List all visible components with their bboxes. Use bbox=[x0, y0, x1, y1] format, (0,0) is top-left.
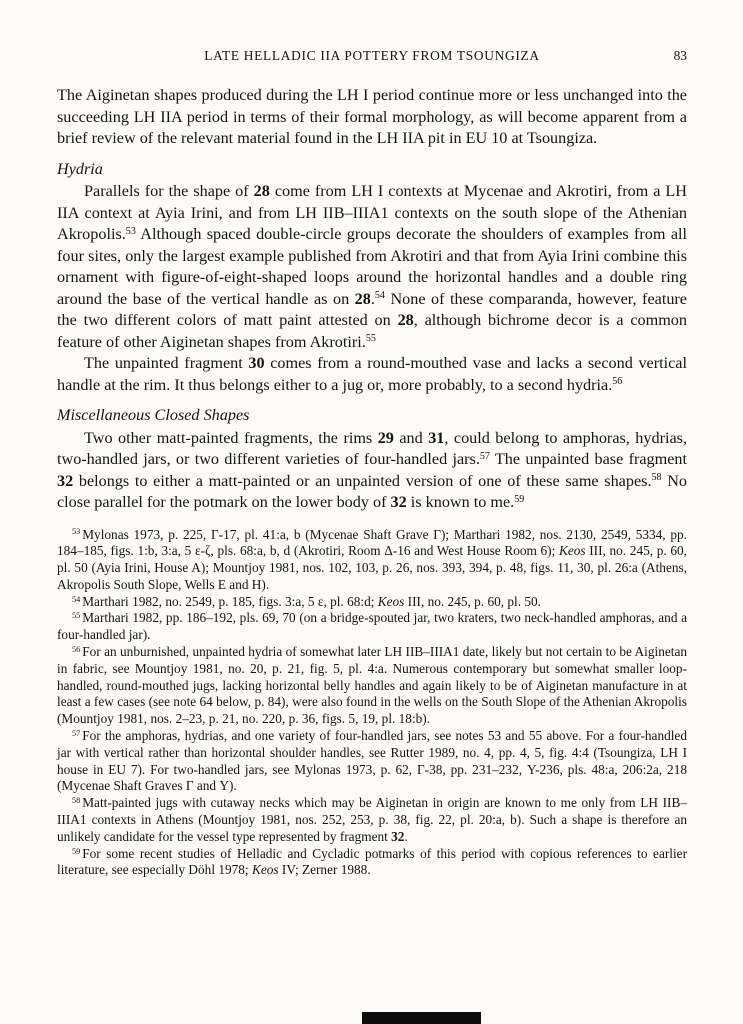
footnote-57: $^{57}$ For the amphoras, hydrias, and one variety of four-handled jars, see notes 53 and 55 above. For a four-handled jar with vertical rather than horizontal shoulder handles, see Rutter 1989, no. 4, pp. 4, 5, fig. 4:4 (Tsoungiza, LH I house in EU 7). For two-handled jars, see Mylonas 1973, p. 62, Γ-38, pp. 231–232, Υ-236, pls. 48:a, 206:2a, 218 (Mycenae Shaft Graves Γ and Υ). bbox=[57, 728, 687, 794]
footnotes-section bbox=[57, 527, 687, 880]
section-heading-miscellaneous-closed-shapes: Miscellaneous Closed Shapes bbox=[57, 406, 250, 424]
section-heading-hydria: Hydria bbox=[57, 159, 103, 178]
hydria-paragraph-1: Parallels for the shape of 28 come from LH I contexts at Mycenae and Akrotiri, from a LH IIA context at Ayia Irini, and from LH IIB–IIIA1 contexts on the south slope of the Athenian Akropolis.$^{53}$ Although spaced double-circle groups decorate the shoulders of examples from all four sites, only the largest example published from Akrotiri and that from Ayia Irini combine this ornament with figure-of-eight-shaped loops around the horizontal handles and a double ring around the base of the vertical handle as on 28.54 None of these comparanda, however, feature the two different colors of matt paint attested on 28, although bichrome decor is a common feature of other Aiginetan shapes from Akrotiri.$^{55}$ bbox=[57, 182, 687, 351]
footnote-56: $^{56}$ For an unburnished, unpainted hydria of somewhat later LH IIB–IIIA1 date, likely but not certain to be Aiginetan in fabric, see Mountjoy 1981, no. 20, p. 21, fig. 5, pl. 4:a. Numerous contemporary but somewhat smaller loop-handled, round-mouthed jugs, lacking horizontal belly handles and again likely to be of Aiginetan manufacture in at least a few cases (see note 64 below, p. 84), were also found in the wells on the South Slope of the Athenian Akropolis (Mountjoy 1981, nos. 2–23, p. 21, no. 220, p. 36, figs. 5, 19, pl. 18:b). bbox=[57, 644, 687, 727]
footnote-55: $^{55}$ Marthari 1982, pp. 186–192, pls. 69, 70 (on a bridge-spouted jar, two kraters, two neck-handled amphoras, and a four-handled jar). bbox=[57, 610, 687, 643]
running-head bbox=[57, 48, 687, 64]
miscellaneous-paragraph-1: Two other matt-painted fragments, the rims 29 and 31, could belong to amphoras, hydrias, two-handled jars, or two different varieties of four-handled jars.$^{57}$ The unpainted base fragment 32 belongs to either a matt-painted or an unpainted version of one of these same shapes.$^{58}$ No close parallel for the potmark on the lower body of 32 is known to me.$^{59}$ bbox=[57, 428, 688, 511]
intro-paragraph: The Aiginetan shapes produced during the LH I period continue more or less unchanged into the succeeding LH IIA period in terms of their formal morphology, as will become apparent from a brief review of the relevant material found in the LH IIA pit in EU 10 at Tsoungiza. bbox=[57, 86, 687, 147]
page-number: 83 bbox=[673, 48, 687, 63]
footnote-53: $^{53}$ Mylonas 1973, p. 225, Γ-17, pl. 41:a, b (Mycenae Shaft Grave Γ); Marthari 1982, nos. 2130, 2549, 5334, pp. 184–185, figs. 1:b, 3:a, 5 ε-ζ, pls. 68:a, b, d (Akrotiri, Room Δ-16 and West House Room 6); Keos III, no. 245, p. 60, pl. 50 (Ayia Irini, House A); Mountjoy 1981, nos. 102, 103, p. 26, nos. 393, 394, p. 48, figs. 11, 30, pl. 26:a (Athens, Akropolis South Slope, Wells E and H). bbox=[57, 526, 687, 592]
scan-artifact-bar bbox=[362, 1012, 481, 1024]
hydria-paragraph-2: The unpainted fragment 30 comes from a round-mouthed vase and lacks a second vertical handle at the rim. It thus belongs either to a jug or, more probably, to a second hydria.$^{56}$ bbox=[57, 354, 687, 394]
footnote-59: $^{59}$ For some recent studies of Helladic and Cycladic potmarks of this period with copious references to earlier literature, see especially Döhl 1978; Keos IV; Zerner 1988. bbox=[57, 845, 687, 878]
footnote-58: $^{58}$ Matt-painted jugs with cutaway necks which may be Aiginetan in origin are known to me only from LH IIB–IIIA1 contexts in Athens (Mountjoy 1981, nos. 252, 253, p. 38, fig. 22, pl. 20:a, b). Such a shape is therefore an unlikely candidate for the vessel type represented by fragment 32. bbox=[57, 795, 687, 844]
footnote-54: $^{54}$ Marthari 1982, no. 2549, p. 185, figs. 3:a, 5 ε, pl. 68:d; Keos III, no. 245, p. 60, pl. 50. bbox=[72, 593, 542, 609]
body-text bbox=[57, 85, 687, 514]
running-head-title: LATE HELLADIC IIA POTTERY FROM TSOUNGIZA bbox=[204, 48, 540, 63]
